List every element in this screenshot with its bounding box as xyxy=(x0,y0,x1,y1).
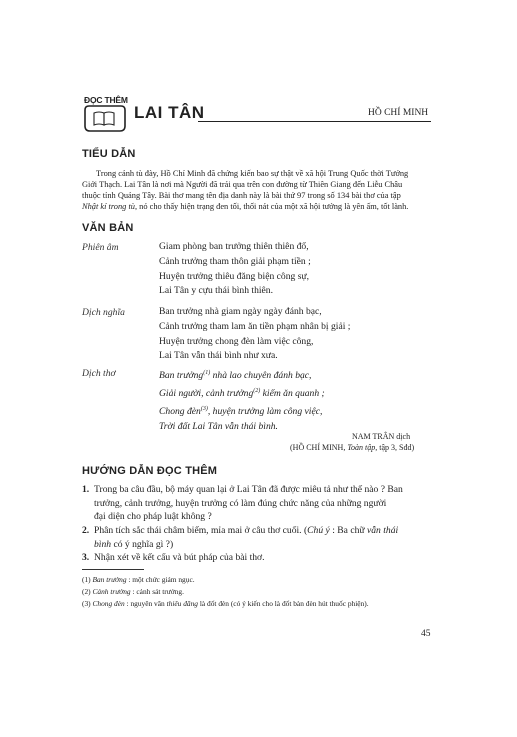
footnote-number: (3) xyxy=(82,599,93,608)
verse-line: Lai Tân y cựu thái bình thiên. xyxy=(159,285,273,297)
question-line: Nhận xét về kết cấu và bút pháp của bài thơ. xyxy=(94,552,265,563)
question-line: trưởng, cảnh trưởng, huyện trưởng có làm đúng chức năng của những người xyxy=(94,497,387,509)
question-emphasis: vẫn thái xyxy=(366,525,399,536)
verse-line: Cảnh trưởng tham lam ăn tiền phạm nhân bị giải ; xyxy=(159,320,351,332)
verse-line: Lai Tân vẫn thái bình như xưa. xyxy=(159,350,278,362)
verse-text: Ban trưởng xyxy=(159,370,204,382)
footnote-ref: (2) xyxy=(253,387,261,394)
question-line xyxy=(94,524,434,538)
footnote-ref: (1) xyxy=(203,370,211,376)
question-emphasis: bình xyxy=(94,538,112,550)
verse-line: Huyện trưởng thiêu đăng biện công sự, xyxy=(159,270,310,282)
footnote-text: : nguyên văn xyxy=(124,599,167,608)
open-book-icon xyxy=(81,104,127,132)
label-dich-nghia: Dịch nghĩa xyxy=(82,307,125,318)
section-heading-huong-dan: HƯỚNG DẪN ĐỌC THÊM xyxy=(82,465,218,477)
label-dich-tho: Dịch thơ xyxy=(82,368,116,379)
footnote-text: là đốt đèn (có ý kiến cho là đốt bàn đèn hút thuốc phiện). xyxy=(198,599,369,608)
verse-line xyxy=(159,402,325,420)
question-line xyxy=(94,538,434,552)
author-name: HỒ CHÍ MINH xyxy=(368,108,429,118)
verse-line: Huyện trưởng chong đèn làm việc công, xyxy=(159,335,314,347)
footnote-text: : cảnh sát trưởng. xyxy=(130,587,184,596)
question-line: Trong ba câu đầu, bộ máy quan lại ở Lai Tân đã được miêu tả như thế nào ? Ban xyxy=(94,484,403,495)
page-number: 45 xyxy=(421,629,431,639)
source-text: (HỒ CHÍ MINH, xyxy=(290,443,348,452)
verse-line: Giam phòng ban trưởng thiên thiên đổ, xyxy=(159,241,309,252)
footnote-3 xyxy=(82,599,369,608)
doc-them-badge xyxy=(78,95,130,133)
verse-text: Giải người, cảnh trưởng xyxy=(159,388,254,400)
verse-text: Trời đất Lai Tân vẫn thái bình. xyxy=(159,420,278,432)
question-number: 1. xyxy=(82,484,90,495)
poem-dich-tho xyxy=(159,366,325,435)
intro-line: thuộc tỉnh Quảng Tây. Bài thơ mang tên địa danh này là bài thứ 97 trong số 134 bài thơ của tập xyxy=(82,191,401,200)
source-text: , tập 3, Sđd) xyxy=(375,443,415,452)
source-credit xyxy=(290,443,414,452)
footnote-number: (2) xyxy=(82,587,93,596)
verse-line xyxy=(159,366,325,384)
title-rule xyxy=(198,121,431,122)
footnote-2 xyxy=(82,587,184,596)
label-phien-am: Phiên âm xyxy=(82,242,119,253)
footnote-1 xyxy=(82,575,195,584)
footnote-term: Chong đèn xyxy=(92,599,125,608)
source-book: Toàn tập xyxy=(347,443,376,452)
page-title: LAI TÂN xyxy=(134,103,205,122)
question-emphasis: Chú ý xyxy=(307,525,330,536)
question-text: : Ba chữ xyxy=(329,525,367,536)
footnote-text: : một chức giám ngục. xyxy=(126,575,195,584)
doc-them-label: ĐỌC THÊM xyxy=(84,95,128,105)
verse-text: , huyện trưởng làm công việc, xyxy=(207,406,323,418)
footnote-term: Cảnh trưởng xyxy=(92,587,131,596)
verse-text: kiếm ăn quanh ; xyxy=(260,388,325,400)
translator-credit: NAM TRÂN dịch xyxy=(352,432,411,441)
question-2 xyxy=(82,524,434,551)
question-number: 2. xyxy=(82,525,90,536)
poem-dich-nghia xyxy=(159,305,350,364)
footnote-rule xyxy=(82,569,144,570)
question-line: đại diện cho pháp luật không ? xyxy=(94,511,212,522)
verse-line: Ban trưởng nhà giam ngày ngày đánh bạc, xyxy=(159,306,322,317)
section-heading-van-ban: VĂN BẢN xyxy=(82,222,134,234)
verse-line xyxy=(159,420,325,435)
question-number: 3. xyxy=(82,552,90,563)
intro-line: Giới Thạch. Lai Tân là nơi mà Người đã trải qua trên con đường từ Thiên Giang đến Liễu Châu xyxy=(82,180,403,189)
question-1 xyxy=(82,483,434,524)
footnote-term: thiêu đăng xyxy=(166,599,198,608)
book-title: Nhật kí trong tù xyxy=(82,202,135,211)
footnote-ref: (3) xyxy=(200,405,208,412)
question-text: Phân tích sắc thái châm biếm, mỉa mai ở câu thơ cuối. ( xyxy=(94,525,308,536)
question-text: có ý nghĩa gì ?) xyxy=(111,538,174,550)
verse-text: Chong đèn xyxy=(159,406,201,418)
footnote-number: (1) xyxy=(82,575,93,584)
verse-line: Cảnh trưởng tham thôn giải phạm tiền ; xyxy=(159,255,311,267)
intro-line: Trong cảnh tù đày, Hồ Chí Minh đã chứng kiến bao sự thật về xã hội Trung Quốc thời Tưởng xyxy=(96,169,409,178)
verse-line xyxy=(159,384,325,402)
footnote-term: Ban trưởng xyxy=(92,575,127,584)
intro-line: Nhật kí trong tù, nó cho thấy hiện trạng đen tối, thối nát của một xã hội tưởng là yên ấm, tốt lành. xyxy=(82,202,409,211)
section-heading-tieu-dan: TIỂU DẪN xyxy=(82,148,136,160)
question-3 xyxy=(82,551,434,565)
poem-phien-am xyxy=(159,240,311,299)
verse-text: nhà lao chuyên đánh bạc, xyxy=(210,370,312,382)
intro-paragraph xyxy=(82,168,434,212)
